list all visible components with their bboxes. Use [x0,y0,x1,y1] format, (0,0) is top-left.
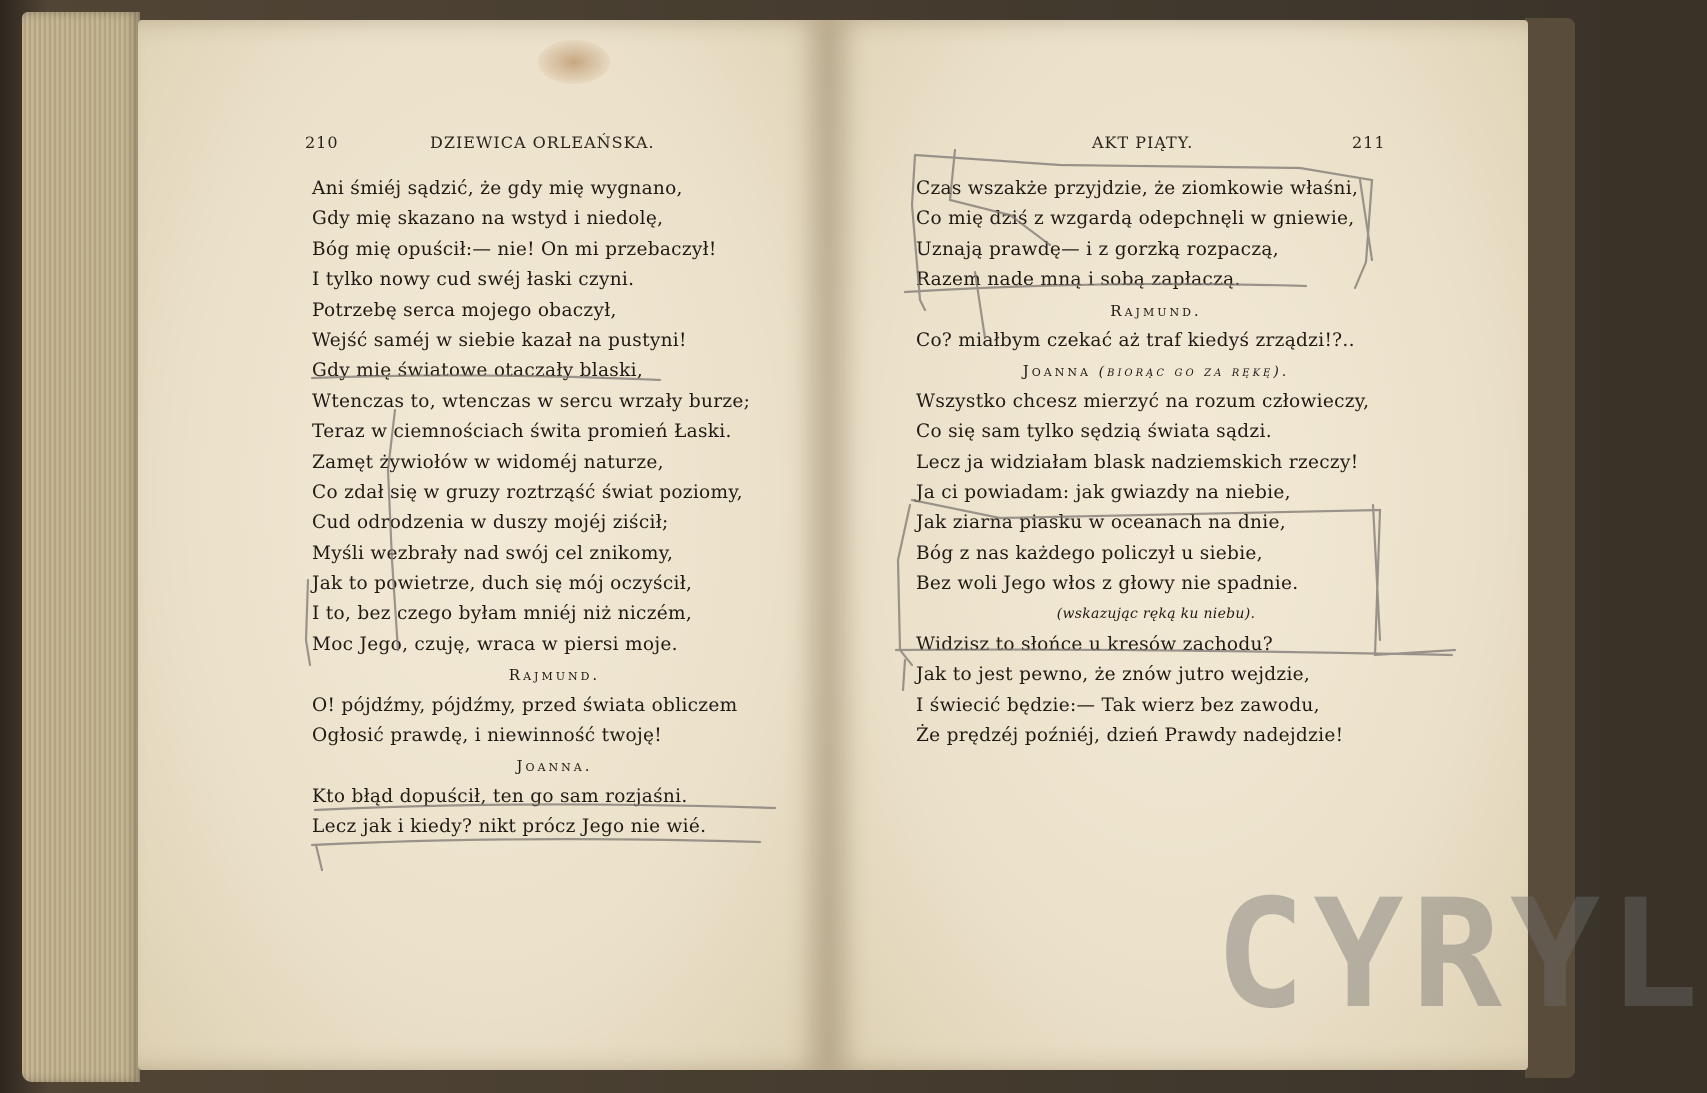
verse-line: I świecić będzie:— Tak wierz bez zawodu, [916,694,1320,716]
left-running-title: DZIEWICA ORLEAŃSKA. [430,133,655,152]
verse-line: Potrzebę serca mojego obaczył, [312,299,617,321]
verse-line: Zamęt żywiołów w widoméj naturze, [312,451,664,473]
verse-line: I to, bez czego byłam mniéj niż niczém, [312,603,693,625]
verse-line: Widzisz to słońce u kresów zachodu? [916,633,1273,655]
verse-line: Co? miałbym czekać aż traf kiedyś zrządzi!?.. [916,329,1355,351]
stage-direction: (biorąc go za rękę). [1098,364,1290,381]
verse-line: Wtenczas to, wtenczas w sercu wrzały burze; [312,390,751,412]
speaker-name: Joanna [1022,362,1091,381]
verse-line: Wejść saméj w siebie kazał na pustyni! [312,329,687,351]
verse-line: Teraz w ciemnościach świta promień Łaski. [312,421,732,443]
verse-line: Bez woli Jego włos z głowy nie spadnie. [916,573,1299,595]
verse-line: Ja ci powiadam: jak gwiazdy na niebie, [916,481,1291,503]
verse-line: Ani śmiéj sądzić, że gdy mię wygnano, [312,178,683,199]
verse-line: Bóg z nas każdego policzył u siebie, [916,542,1263,564]
verse-line: Kto błąd dopuścił, ten go sam rozjaśni. [312,785,688,807]
right-running-title: AKT PIĄTY. [1092,133,1194,152]
speaker-name: Rajmund. [1110,301,1202,320]
right-page-number: 211 [1352,133,1386,152]
verse-line: Że prędzéj poźniéj, dzień Prawdy nadejdzie! [916,725,1344,747]
verse-line: Jak ziarna piasku w oceanach na dnie, [916,512,1286,534]
speaker-with-direction [916,356,1396,386]
page-edges [22,12,140,1082]
verse-line: Lecz ja widziałam blask nadziemskich rzeczy! [916,451,1359,473]
verse-line: Uznają prawdę— i z gorzką rozpaczą, [916,238,1279,260]
left-page-text [312,174,797,843]
verse-line: Razem nade mną i sobą zapłaczą. [916,269,1241,291]
verse-line: Cud odrodzenia w duszy mojéj ziścił; [312,512,669,534]
verse-line: O! pójdźmy, pójdźmy, przed świata obliczem [312,694,738,716]
verse-line: Gdy mię skazano na wstyd i niedolę, [312,208,664,230]
verse-line: Lecz jak i kiedy? nikt prócz Jego nie wié. [312,816,707,838]
verse-line: Ogłosić prawdę, i niewinność twoję! [312,725,662,747]
left-page-number: 210 [305,133,339,152]
verse-line: Co zdał się w gruzy roztrząść świat poziomy, [312,481,743,503]
verse-line: Jak to powietrze, duch się mój oczyścił, [312,573,693,595]
verse-line: Czas wszakże przyjdzie, że ziomkowie właśni, [916,178,1359,199]
speaker-name: Rajmund. [508,666,601,685]
cyryl-watermark: CYRYL [1215,868,1707,1042]
verse-line: Co się sam tylko sędzią świata sądzi. [916,421,1272,443]
verse-line: Co mię dziś z wzgardą odepchnęli w gniewie, [916,208,1355,230]
verse-line: Jak to jest pewno, że znów jutro wejdzie, [916,664,1311,686]
verse-line: I tylko nowy cud swéj łaski czyni. [312,269,635,291]
right-page-text [916,174,1396,751]
stage-direction: (wskazując ręką ku niebu). [1056,606,1256,623]
paper-stain [538,40,610,84]
verse-line: Moc Jego, czuję, wraca w piersi moje. [312,633,678,655]
verse-line: Wszystko chcesz mierzyć na rozum człowieczy, [916,390,1370,412]
verse-line: Gdy mię światowe otaczały blaski, [312,360,644,382]
verse-line: Bóg mię opuścił:— nie! On mi przebaczył! [312,238,717,260]
speaker-name: Joanna. [516,757,593,776]
verse-line: Myśli wezbrały nad swój cel znikomy, [312,542,674,564]
